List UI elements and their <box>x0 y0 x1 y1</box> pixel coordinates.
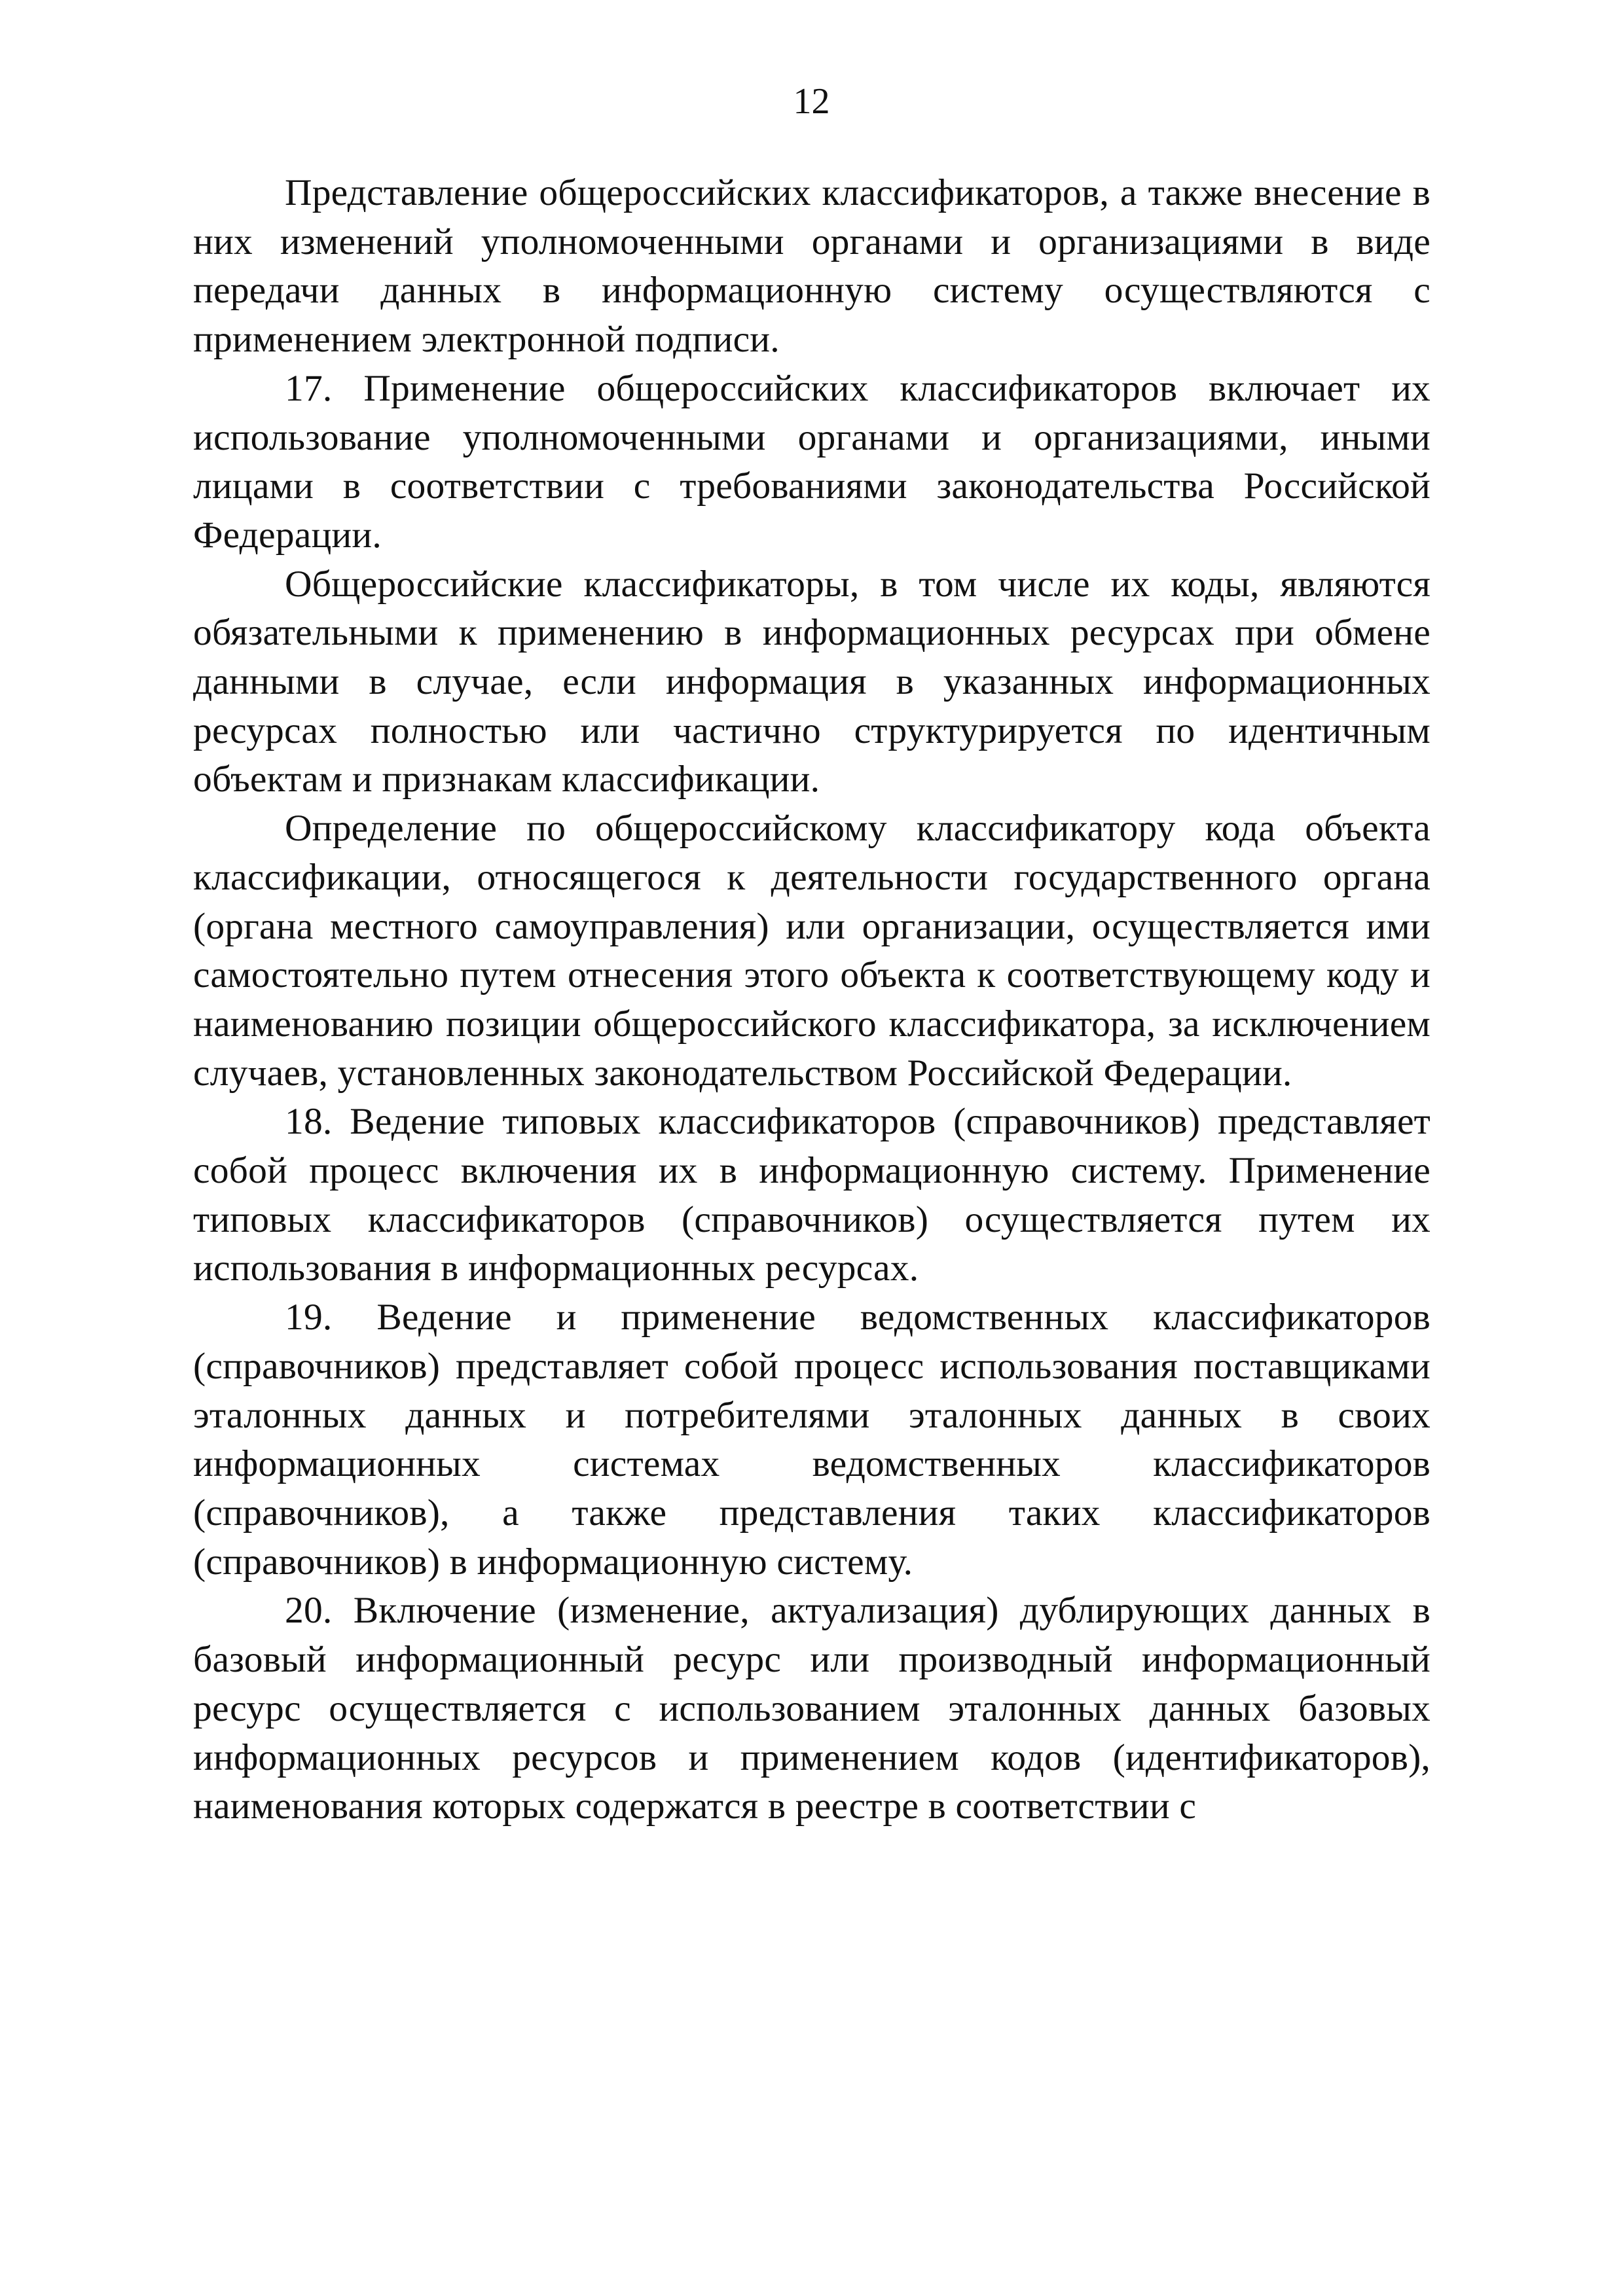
paragraph-text: Представление общероссийских классификаторов, а также внесение в них изменений уполномоченными органами и организациями в виде передачи данных в информационную систему осуществляются с применением электронной подписи. <box>193 172 1431 361</box>
paragraph-mandatory-classifiers <box>193 560 1431 805</box>
paragraph-text: Включение (изменение, актуализация) дублирующих данных в базовый информационный ресурс или производный информационный ресурс осуществляется с использованием эталонных данных базовых информационных ресурсов и применением кодов (идентификаторов), наименования которых содержатся в реестре в соответствии с <box>193 1590 1431 1827</box>
paragraph-20 <box>193 1587 1431 1831</box>
paragraph-number: 19. <box>285 1297 333 1338</box>
paragraph-text: Общероссийские классификаторы, в том числе их коды, являются обязательными к применению в информационных ресурсах при обмене данными в случае, если информация в указанных информационных ресурсах полностью или частично структурируется по идентичным объектам и признакам классификации. <box>193 563 1431 800</box>
page-number: 12 <box>793 81 830 122</box>
paragraph-text: Применение общероссийских классификаторов включает их использование уполномоченными органами и организациями, иными лицами в соответствии с требованиями законодательства Российской Федерации. <box>193 367 1431 556</box>
paragraph-number: 17. <box>285 367 333 409</box>
paragraph-code-determination <box>193 804 1431 1098</box>
paragraph-19 <box>193 1293 1431 1587</box>
paragraph-intro-electronic-signature <box>193 169 1431 365</box>
paragraph-number: 20. <box>285 1590 333 1632</box>
paragraph-17 <box>193 365 1431 560</box>
document-body <box>193 169 1431 1831</box>
paragraph-text: Определение по общероссийскому классификатору кода объекта классификации, относящегося к деятельности государственного органа (органа местного самоуправления) или организации, осуществляется ими самостоятельно путем отнесения этого объекта к соответствующему коду и наименованию позиции общероссийского классификатора, за исключением случаев, установленных законодательством Российской Федерации. <box>193 808 1431 1094</box>
paragraph-text: Ведение и применение ведомственных классификаторов (справочников) представляет собой процесс использования поставщиками эталонных данных и потребителями эталонных данных в своих информационных системах ведомственных классификаторов (справочников), а также представления таких классификаторов (справочников) в информационную систему. <box>193 1297 1431 1583</box>
paragraph-number: 18. <box>285 1101 333 1143</box>
paragraph-text: Ведение типовых классификаторов (справочников) представляет собой процесс включения их в информационную систему. Применение типовых классификаторов (справочников) осуществляется путем их использования в информационных ресурсах. <box>193 1101 1431 1289</box>
paragraph-18 <box>193 1098 1431 1293</box>
